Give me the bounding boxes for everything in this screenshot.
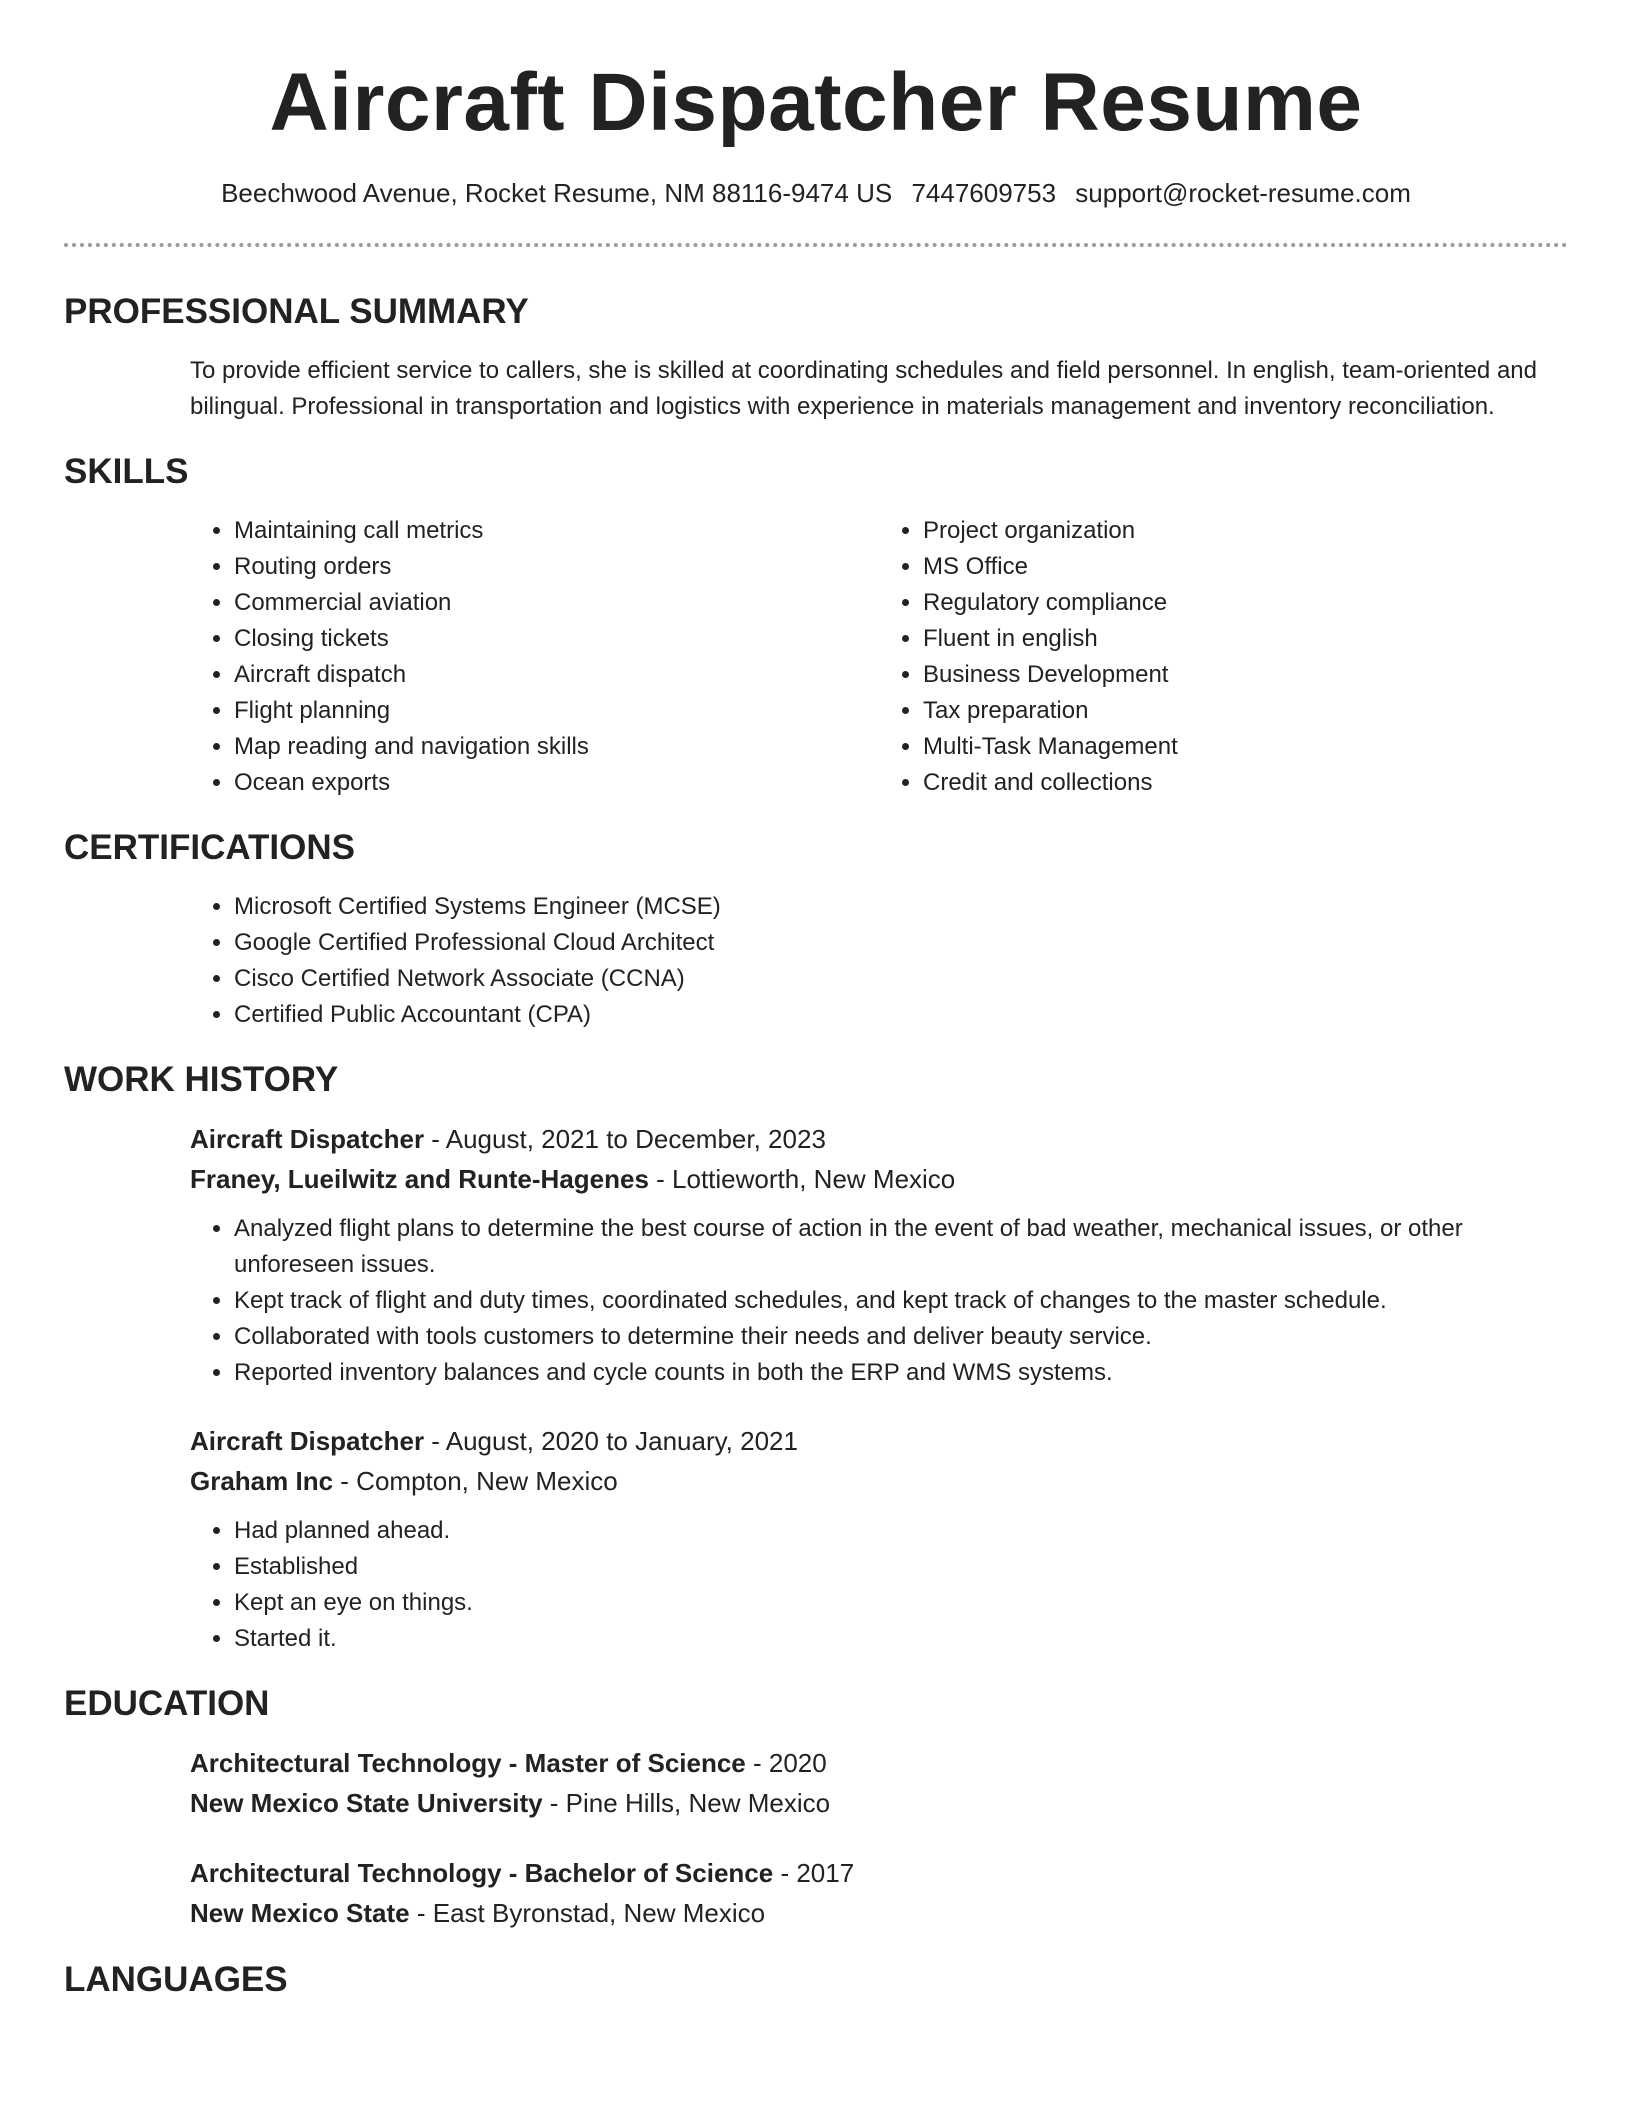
skill-item: • Aircraft dispatch: [234, 657, 879, 693]
job-location: - Compton, New Mexico: [333, 1466, 618, 1497]
job-dates: - August, 2020 to January, 2021: [424, 1426, 798, 1457]
job-company: Graham Inc: [190, 1466, 334, 1497]
job-company: Franey, Lueilwitz and Runte-Hagenes: [190, 1164, 649, 1195]
job-bullets: [190, 1211, 1568, 1391]
contact-address: Beechwood Avenue, Rocket Resume, NM 88116-9474 US: [221, 178, 893, 209]
skills-list: [190, 513, 1568, 801]
education-school-line: [190, 1893, 1568, 1933]
education-degree-line: [190, 1743, 1568, 1783]
education-school: New Mexico State: [190, 1898, 410, 1929]
certifications-heading: CERTIFICATIONS: [64, 828, 356, 868]
work-list: [190, 1119, 1568, 1657]
certification-item: • Certified Public Accountant (CPA): [234, 997, 1568, 1033]
job-title: Aircraft Dispatcher: [190, 1426, 425, 1457]
education-school: New Mexico State University: [190, 1788, 543, 1819]
skill-item: • Ocean exports: [234, 765, 879, 801]
skill-item: • Credit and collections: [923, 765, 1568, 801]
skill-item: • MS Office: [923, 549, 1568, 585]
languages-heading: LANGUAGES: [64, 1960, 288, 2000]
job-bullet: • Established: [234, 1549, 1568, 1585]
job-entry: [190, 1119, 1568, 1391]
education-list: [190, 1743, 1568, 1933]
education-location: - Pine Hills, New Mexico: [542, 1788, 831, 1819]
skill-item: • Fluent in english: [923, 621, 1568, 657]
skill-item: • Flight planning: [234, 693, 879, 729]
job-bullet: • Analyzed flight plans to determine the best course of action in the event of bad weather, mechanical issues, or other unforeseen issues.: [234, 1211, 1568, 1283]
summary-heading: PROFESSIONAL SUMMARY: [64, 292, 529, 332]
job-bullet: • Had planned ahead.: [234, 1513, 1568, 1549]
job-bullet: • Kept an eye on things.: [234, 1585, 1568, 1621]
skill-item: • Project organization: [923, 513, 1568, 549]
job-entry: [190, 1421, 1568, 1657]
skill-item: • Routing orders: [234, 549, 879, 585]
header-divider: [64, 243, 1568, 247]
job-title-line: [190, 1119, 1568, 1159]
job-bullets: [190, 1513, 1568, 1657]
education-entry: [190, 1743, 1568, 1823]
contact-phone: 7447609753: [911, 178, 1057, 209]
skill-item: • Closing tickets: [234, 621, 879, 657]
education-entry: [190, 1853, 1568, 1933]
certification-item: • Google Certified Professional Cloud Architect: [234, 925, 1568, 961]
job-company-line: [190, 1461, 1568, 1501]
job-bullet: • Kept track of flight and duty times, coordinated schedules, and kept track of changes to the master schedule.: [234, 1283, 1568, 1319]
education-location: - East Byronstad, New Mexico: [409, 1898, 766, 1929]
job-title-line: [190, 1421, 1568, 1461]
job-company-line: [190, 1159, 1568, 1199]
work-heading: WORK HISTORY: [64, 1060, 339, 1100]
certifications-list: [190, 889, 1568, 1033]
education-year: - 2017: [773, 1858, 855, 1889]
education-school-line: [190, 1783, 1568, 1823]
skills-column-left: [190, 513, 879, 801]
skills-column-right: [879, 513, 1568, 801]
skill-item: • Regulatory compliance: [923, 585, 1568, 621]
skill-item: • Map reading and navigation skills: [234, 729, 879, 765]
job-location: - Lottieworth, New Mexico: [648, 1164, 956, 1195]
skill-item: • Commercial aviation: [234, 585, 879, 621]
job-bullet: • Collaborated with tools customers to determine their needs and deliver beauty service.: [234, 1319, 1568, 1355]
contact-line: [64, 178, 1568, 209]
skill-item: • Multi-Task Management: [923, 729, 1568, 765]
certification-item: • Cisco Certified Network Associate (CCNA): [234, 961, 1568, 997]
education-degree: Architectural Technology - Master of Science: [190, 1748, 746, 1779]
job-bullet: • Reported inventory balances and cycle counts in both the ERP and WMS systems.: [234, 1355, 1568, 1391]
certification-item: • Microsoft Certified Systems Engineer (MCSE): [234, 889, 1568, 925]
education-heading: EDUCATION: [64, 1684, 270, 1724]
contact-email[interactable]: support@rocket-resume.com: [1075, 178, 1411, 209]
job-dates: - August, 2021 to December, 2023: [424, 1124, 826, 1155]
education-year: - 2020: [745, 1748, 827, 1779]
skill-item: • Business Development: [923, 657, 1568, 693]
summary-text: To provide efficient service to callers, she is skilled at coordinating schedules and field personnel. In english, team-oriented and bilingual. Professional in transportation and logistics with experience in materials management and inventory reconciliation.: [190, 357, 1537, 421]
skill-item: • Maintaining call metrics: [234, 513, 879, 549]
education-degree-line: [190, 1853, 1568, 1893]
resume-title: Aircraft Dispatcher Resume: [269, 57, 1363, 148]
skills-heading: SKILLS: [64, 452, 189, 492]
skill-item: • Tax preparation: [923, 693, 1568, 729]
education-degree: Architectural Technology - Bachelor of Science: [190, 1858, 774, 1889]
job-title: Aircraft Dispatcher: [190, 1124, 425, 1155]
job-bullet: • Started it.: [234, 1621, 1568, 1657]
